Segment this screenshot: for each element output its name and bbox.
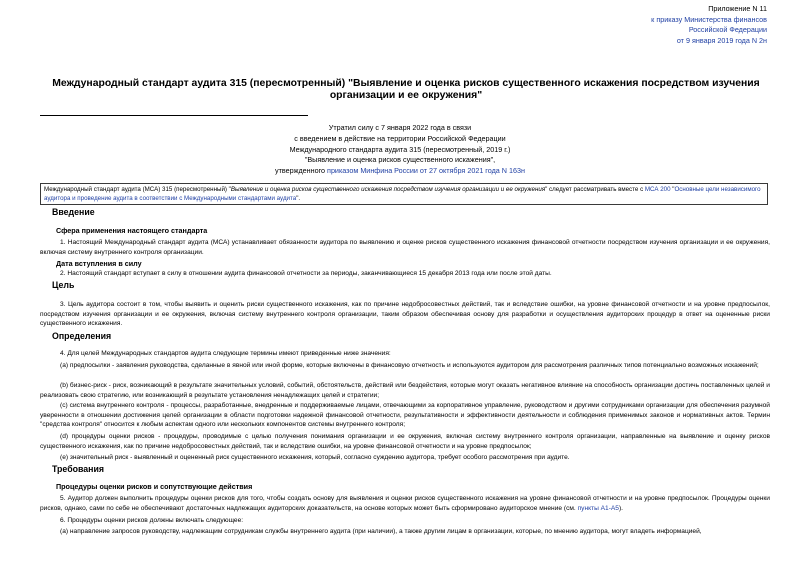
paragraph-4c: (c) система внутреннего контроля - процессы, разработанные, внедренные и поддерживаемые лицами, отвечающими за корпоративное управление, руководством и другими сотрудниками организации для обеспечения разумной уверенности в отношении достижения целей организации в области подготовки надежной финансовой отчетности, результативности и эффективности деятельности и соблюдения применимых законов и нормативных актов. Термин "средства контроля" относится к любым аспектам одного или нескольких компонентов системы внутреннего контроля; (40, 402, 770, 429)
appendix-number: Приложение N 11 (708, 4, 767, 13)
notice-italic-title: Выявление и оценка рисков существенного искажения посредством изучения организации и ее окружения (230, 186, 546, 193)
paragraph-2: 2. Настоящий стандарт вступает в силу в отношении аудита финансовой отчетности за периоды, заканчивающиеся 15 декабря 2013 года или после этой даты. (60, 270, 552, 277)
heading-effective-date: Дата вступления в силу (56, 259, 142, 268)
paragraph-6: 6. Процедуры оценки рисков должны включать следующее: (60, 517, 244, 524)
paragraph-6a: (a) направление запросов руководству, надлежащим сотрудникам службы внутреннего аудита (при наличии), а также другим лицам в организации, которые, по мнению аудитора, могут владеть информацией, (60, 528, 702, 535)
heading-definitions: Определения (52, 331, 112, 341)
paragraph-4a: (a) предпосылки - заявления руководства, сделанные в явной или иной форме, которые включены в финансовую отчетность и используются аудитором для рассмотрения различных типов потенциально возможных искажений; (60, 362, 759, 369)
appendix-order-link[interactable]: к приказу Министерства финансов (651, 14, 767, 24)
notice-text-3: " (670, 186, 675, 193)
divider-line (40, 115, 308, 116)
heading-scope: Сфера применения настоящего стандарта (56, 226, 208, 235)
appendix-ministry-link[interactable]: Российской Федерации (688, 25, 767, 35)
notice-box (40, 183, 768, 205)
paragraph-4d: (d) процедуры оценки рисков - процедуры, проводимые с целью получения понимания организации и ее окружения, включая систему внутреннего контроля организации, направленные на выявление и оценку рисков существенного искажения, как по причине недобросовестных действий, так и вследствие ошибки, на уровне финансовой отчетности и на уровне предпосылок; (40, 433, 770, 450)
paragraph-4b: (b) бизнес-риск - риск, возникающий в результате значительных условий, событий, обстоятельств, действий или бездействия, которые могут оказать негативное влияние на способность организации достичь поставленных целей и реализовать свою стратегию, или возникающий в результате установления ненадлежащих целей и стратегии; (40, 382, 770, 399)
paragraph-3: 3. Цель аудитора состоит в том, чтобы выявить и оценить риски существенного искажения, как по причине недобросовестных действий, так и вследствие ошибки, на уровне финансовой отчетности и на уровне предпосылок, посредством изучения организации и ее окружения, включая систему внутреннего контроля организации, таким образом обеспечивая основу для разработки и осуществления аудиторских процедур в ответ на оцененные риски существенного искажения. (40, 301, 770, 328)
isa-200-link[interactable]: МСА 200 (644, 186, 671, 193)
lost-force-line3: Международного стандарта аудита 315 (пересмотренный, 2019 г.) (289, 144, 511, 154)
lost-force-prefix: утвержденного (275, 166, 328, 176)
paragraph-4: 4. Для целей Международных стандартов аудита следующие термины имеют приведенные ниже значения: (60, 350, 391, 357)
heading-requirements: Требования (52, 464, 105, 474)
paragraph-4e: (e) значительный риск - выявленный и оцененный риск существенного искажения, который, согласно суждению аудитора, требует особого рассмотрения при аудите. (60, 454, 570, 461)
lost-force-line1: Утратил силу с 7 января 2022 года в связи (328, 123, 472, 132)
document-title: Международный стандарт аудита 315 (пересмотренный) "Выявление и оценка рисков существенного искажения посредством изучения организации и ее окружения" (52, 78, 760, 101)
isa-200-title-link[interactable]: Основные цели независимого аудитора и проведение аудита в соответствии с Международными стандартами аудита (44, 186, 761, 203)
heading-goal: Цель (52, 280, 75, 290)
appendix-block (651, 4, 767, 46)
points-a1-a5-link[interactable]: пункты A1-A5 (577, 504, 619, 512)
heading-introduction: Введение (52, 207, 95, 217)
paragraph-5: 5. Аудитор должен выполнить процедуры оценки рисков для того, чтобы создать основу для выявления и оценки рисков существенного искажения на уровне финансовой отчетности и на уровне предпосылок. Процедуры оценки рисков, однако, сами по себе не обеспечивают достаточных надлежащих аудиторских доказательств, на основе которых может быть сформировано аудиторское мнение (см. пункты A1-A5). (40, 495, 770, 512)
lost-force-line4: "Выявление и оценка рисков существенного искажения", (304, 155, 496, 165)
lost-force-line2: с введением в действие на территории Российской Федерации (294, 133, 506, 143)
paragraph-1: 1. Настоящий Международный стандарт аудита (МСА) устанавливает обязанности аудитора по выявлению и оценке рисков существенного искажения финансовой отчетности посредством изучения организации и ее окружения, включая систему внутреннего контроля организации. (40, 239, 770, 256)
lost-force-block (200, 123, 600, 177)
notice-text-1: Международный стандарт аудита (МСА) 315 (пересмотренный) " (44, 186, 231, 193)
lost-force-line5 (200, 166, 600, 177)
notice-text-2: " следует рассматривать вместе с (545, 186, 645, 193)
appendix-date-link[interactable]: от 9 января 2019 года N 2н (676, 35, 767, 45)
notice-text-4: ". (296, 195, 301, 203)
order-163n-link[interactable]: приказом Минфина России от 27 октября 2021 года N 163н (327, 166, 525, 176)
heading-procedures: Процедуры оценки рисков и сопутствующие действия (56, 482, 253, 491)
